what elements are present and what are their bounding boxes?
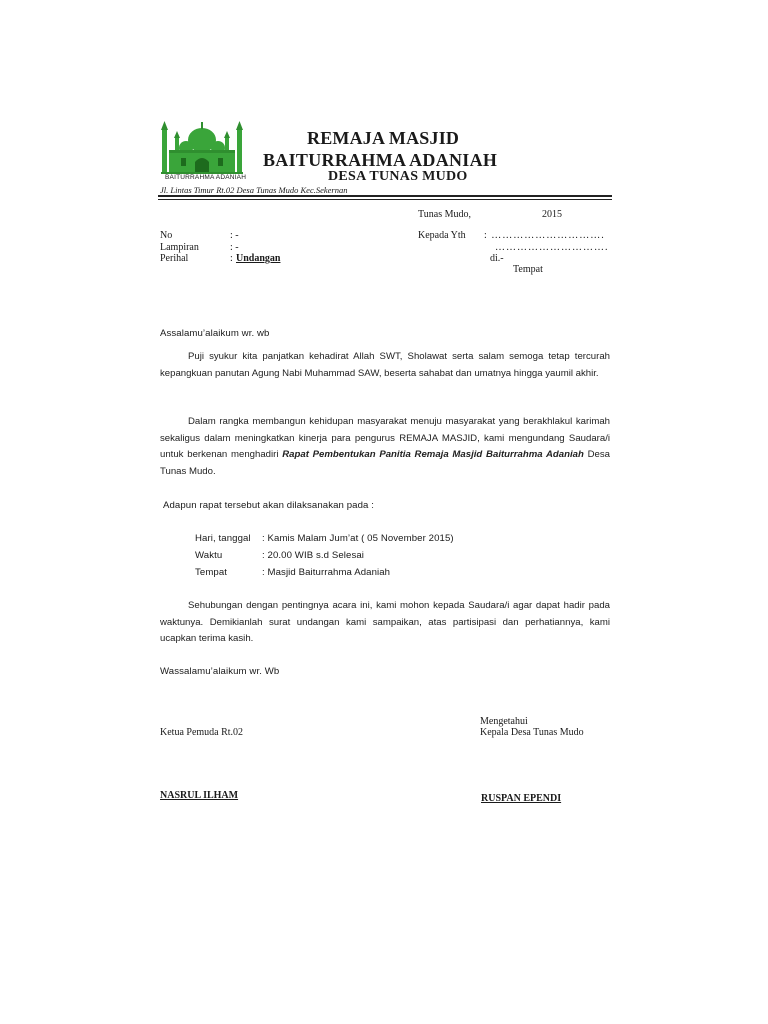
paragraph-2-end: Desa Tunas Mudo. — [160, 449, 610, 477]
mosque-icon — [159, 118, 245, 176]
di-label: di.- — [490, 253, 504, 264]
perihal-value: Undangan — [236, 253, 281, 264]
greeting: Assalamu’alaikum wr. wb — [160, 328, 270, 339]
paragraph-1 — [160, 349, 610, 382]
right-signer-title: Kepala Desa Tunas Mudo — [480, 727, 584, 738]
place: Tunas Mudo, — [418, 209, 471, 220]
schedule-label-date: Hari, tanggal — [195, 533, 251, 544]
perihal-sep: : — [230, 253, 233, 264]
mosque-logo — [159, 118, 245, 186]
paragraph-2-text: Dalam rangka membangun kehidupan masyarakat menuju masyarakat yang berakhlakul karimah sekaligus dalam meningkatkan kinerja para pengurus REMAJA MASJID, kami mengundang Saudara/i untuk berkenan menghadiri — [160, 416, 610, 461]
left-signer-title: Ketua Pemuda Rt.02 — [160, 727, 244, 738]
village-name: DESA TUNAS MUDO — [328, 169, 468, 184]
closing: Wassalamu’alaikum wr. Wb — [160, 666, 280, 677]
schedule-value-place: : Masjid Baiturrahma Adaniah — [262, 567, 391, 578]
org-name: BAITURRAHMA ADANIAH — [263, 150, 498, 170]
schedule-label-time: Waktu — [195, 550, 223, 561]
kepada-label: Kepada Yth — [418, 230, 466, 241]
address: Jl. Lintas Timur Rt.02 Desa Tunas Mudo Kec.Sekernan — [160, 185, 348, 195]
header-divider — [158, 195, 612, 197]
paragraph-4-text: Sehubungan dengan pentingnya acara ini, kami mohon kepada Saudara/i agar dapat hadir pada waktunya. Demikianlah surat undangan kami sampaikan, atas partisipasi dan perhatiannya, kami ucapkan terima kasih. — [160, 600, 610, 645]
kepada-dots-1: : …………………………. — [484, 230, 605, 241]
right-pre-title: Mengetahui — [480, 716, 528, 727]
paragraph-3: Adapun rapat tersebut akan dilaksanakan pada : — [163, 500, 375, 511]
perihal-label: Perihal — [160, 253, 189, 264]
tempat-label: Tempat — [513, 264, 543, 275]
no-label: No — [160, 230, 173, 241]
kepada-dots-2: …………………………. — [495, 242, 609, 253]
logo-caption: BAITURRAHMA ADANIAH — [165, 174, 247, 181]
paragraph-2 — [160, 414, 610, 480]
year: 2015 — [542, 209, 562, 220]
lampiran-value: : - — [230, 242, 239, 253]
no-value: : - — [230, 230, 239, 241]
paragraph-1-text: Puji syukur kita panjatkan kehadirat Allah SWT, Sholawat serta salam semoga tetap tercurah kepangkuan panutan Agung Nabi Muhammad SAW, beserta sahabat dan umatnya hingga yaumil akhir. — [160, 351, 610, 379]
schedule-label-place: Tempat — [195, 567, 228, 578]
schedule-value-date: : Kamis Malam Jum’at ( 05 November 2015) — [262, 533, 454, 544]
lampiran-label: Lampiran — [160, 242, 199, 253]
paragraph-4 — [160, 598, 610, 648]
event-name: Rapat Pembentukan Panitia Remaja Masjid Baiturrahma Adaniah — [282, 449, 584, 461]
schedule-value-time: : 20.00 WIB s.d Selesai — [262, 550, 365, 561]
right-signer-name: RUSPAN EPENDI — [481, 793, 562, 804]
left-signer-name: NASRUL ILHAM — [160, 790, 239, 801]
header-divider-thin — [158, 199, 612, 200]
org-title: REMAJA MASJID — [307, 128, 460, 148]
